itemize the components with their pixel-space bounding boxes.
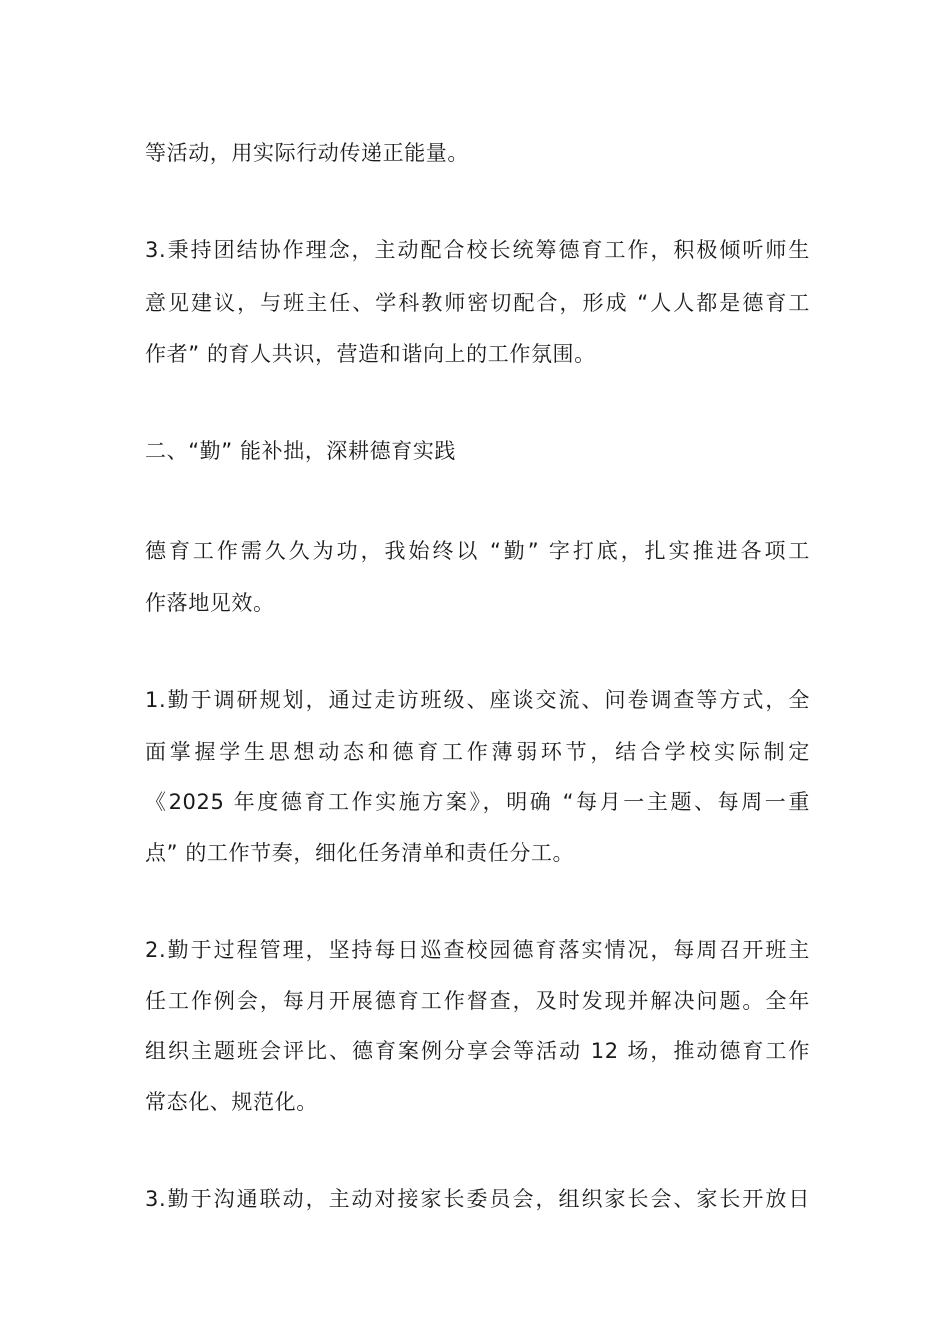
paragraph-line: 常态化、规范化。 [145, 1090, 318, 1114]
paragraph-line: 《2025 年度德育工作实施方案》，明确 “每月一主题、每周一重 [145, 790, 810, 814]
paragraph-line: 2.勤于过程管理，坚持每日巡查校园德育落实情况，每周召开班主 [145, 938, 810, 962]
paragraph-line: 作落地见效。 [145, 591, 275, 615]
paragraph-line: 任工作例会，每月开展德育工作督查，及时发现并解决问题。全年 [145, 989, 810, 1013]
paragraph-line: 组织主题班会评比、德育案例分享会等活动 12 场，推动德育工作 [145, 1039, 810, 1063]
paragraph-line: 3.秉持团结协作理念，主动配合校长统筹德育工作，积极倾听师生 [145, 238, 810, 262]
paragraph-line: 作者” 的育人共识，营造和谐向上的工作氛围。 [145, 342, 596, 366]
paragraph-line: 意见建议，与班主任、学科教师密切配合，形成 “人人都是德育工 [145, 291, 810, 315]
paragraph-line: 等活动，用实际行动传递正能量。 [145, 141, 469, 165]
paragraph-line: 面掌握学生思想动态和德育工作薄弱环节，结合学校实际制定 [145, 740, 810, 764]
section-heading: 二、“勤” 能补拙，深耕德育实践 [145, 439, 457, 463]
paragraph-line: 德育工作需久久为功，我始终以 “勤” 字打底，扎实推进各项工 [145, 539, 810, 563]
paragraph-line: 点” 的工作节奏，细化任务清单和责任分工。 [145, 841, 575, 865]
paragraph-line: 1.勤于调研规划，通过走访班级、座谈交流、问卷调查等方式，全 [145, 688, 810, 712]
paragraph-line: 3.勤于沟通联动，主动对接家长委员会，组织家长会、家长开放日 [145, 1187, 810, 1211]
